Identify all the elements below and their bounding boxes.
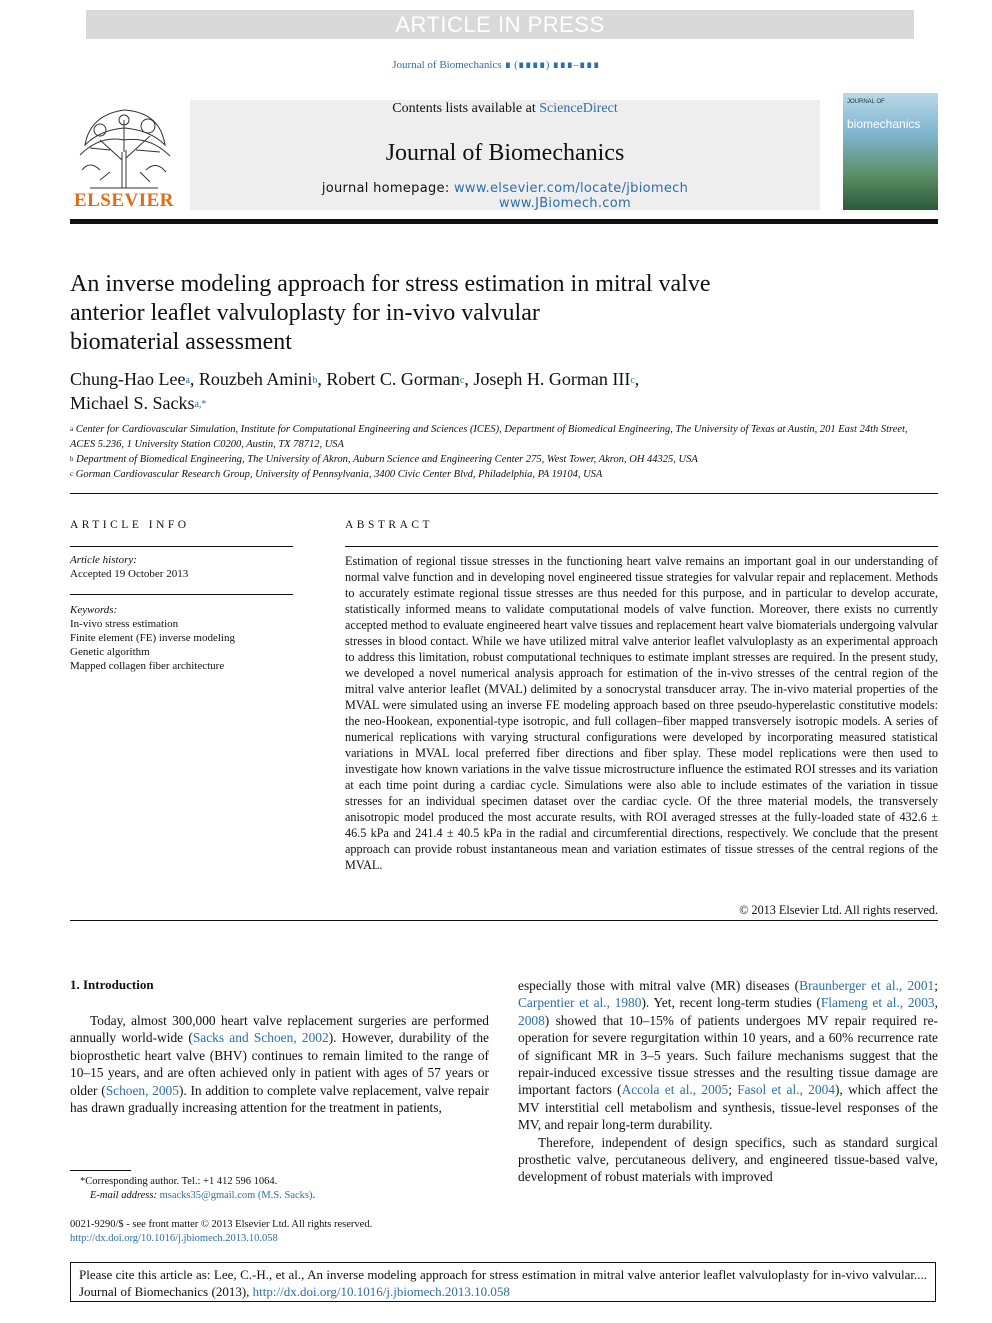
affiliation-mark: a	[70, 425, 74, 433]
intro-paragraph: Therefore, independent of design specifics, such as standard surgical prosthetic valve, percutaneous delivery, and engineered tissue-based valve, development of robust materials with improved	[518, 1134, 938, 1185]
introduction-heading: 1. Introduction	[70, 977, 154, 992]
cover-title: biomechanics	[847, 117, 921, 131]
homepage-url-elsevier[interactable]: www.elsevier.com/locate/jbiomech	[453, 181, 689, 196]
journal-reference[interactable]: Journal of Biomechanics ∎ (∎∎∎∎) ∎∎∎–∎∎∎	[392, 59, 600, 71]
affiliations	[70, 422, 930, 482]
corresponding-text: Corresponding author. Tel.: +1 412 596 1064.	[85, 1176, 278, 1187]
journal-homepage	[190, 181, 820, 211]
author-list	[70, 367, 890, 415]
keyword-item: Finite element (FE) inverse modeling	[70, 632, 235, 644]
citation-box	[70, 1262, 936, 1302]
footnote-divider	[70, 1170, 131, 1171]
email-label: E-mail address:	[90, 1190, 160, 1201]
abstract-copyright: © 2013 Elsevier Ltd. All rights reserved.	[739, 903, 938, 917]
keyword-item: Genetic algorithm	[70, 646, 150, 658]
affiliation-text: Department of Biomedical Engineering, The University of Akron, Auburn Science and Engineering Center 275, West Tower, Akron, OH 44325, USA	[76, 454, 698, 465]
author-affil-mark[interactable]: c	[459, 375, 465, 386]
abstract-bottom-divider	[70, 920, 938, 921]
affiliation-item	[70, 422, 930, 452]
email-note	[80, 1189, 500, 1203]
affiliation-item	[70, 467, 930, 482]
affiliation-item	[70, 452, 930, 467]
body-text: ;	[934, 978, 938, 993]
homepage-label: journal homepage:	[321, 181, 454, 196]
keywords-label: Keywords:	[70, 604, 118, 616]
abstract-divider	[345, 546, 938, 547]
author-affil-mark[interactable]: c	[630, 375, 635, 386]
abstract-heading: ABSTRACT	[345, 519, 434, 531]
body-text: ). However, durability of the bioprosthetic heart valve (BHV) continues to remain limited to the range of 10–15 years, and are often achieved only in patient with ages of 57 years or older (	[70, 1030, 489, 1098]
affiliation-mark: c	[70, 470, 74, 478]
author-name[interactable]: Joseph H. Gorman III	[473, 369, 631, 389]
affiliation-divider	[70, 493, 938, 494]
homepage-url-jbiomech[interactable]: www.JBiomech.com	[499, 196, 631, 211]
body-text: ;	[728, 1082, 738, 1098]
email-end: .	[312, 1190, 316, 1201]
author-name[interactable]: Chung-Hao Lee	[70, 369, 186, 389]
elsevier-wordmark: ELSEVIER	[73, 190, 175, 211]
cover-top-label: JOURNAL OF	[847, 99, 885, 105]
title-line: biomaterial assessment	[70, 329, 292, 355]
citation-text: Please cite this article as: Lee, C.-H., et al., An inverse modeling approach for stress estimation in mitral valve anterior leaflet valvuloplasty for in-vivo valvular.... Journal of Biomechanics (2013),	[79, 1267, 927, 1299]
journal-cover-image[interactable]	[843, 93, 938, 210]
article-history	[70, 553, 293, 581]
body-text: Today, almost 300,000 heart valve replacement surgeries are performed annually world-wide (	[70, 1013, 489, 1046]
citation-link[interactable]: Braunberger et al., 2001	[799, 978, 935, 993]
contents-line	[190, 101, 820, 117]
body-text: ). Yet, recent long-term studies (	[641, 995, 821, 1011]
author-separator: ,	[634, 369, 640, 389]
body-column-right	[518, 977, 938, 1186]
title-line: anterior leaflet valvuloplasty for in-vivo valvular	[70, 300, 540, 326]
header-divider	[70, 219, 938, 224]
history-value: Accepted 19 October 2013	[70, 568, 189, 580]
body-text: especially those with mitral valve (MR) diseases (	[518, 978, 800, 993]
citation-link[interactable]: Schoen, 2005	[105, 1082, 179, 1098]
abstract-text: Estimation of regional tissue stresses in the functioning heart valve remains an important goal in our understanding of normal valve function and in developing novel engineered tissue strategies for valvular repair and replacement. Methods to accurately estimate regional tissue stresses are thus needed for this purpose, and in particular to develop accurate, statistically informed means to validate computational models of valve function. Moreover, there exists no currently accepted method to evaluate engineered heart valve tissues and replacement heart valve biomaterials undergoing valvular stresses in blood contact. While we have utilized mitral valve anterior leaflet valvuloplasty as an experimental approach to address this limitation, robust computational techniques to estimate implant stresses are required. In the present study, we developed a novel numerical analysis approach for estimation of the in-vivo stresses of the central region of the mitral valve anterior leaflet (MVAL) delimited by a sonocrystal transducer array. The in-vivo material properties of the MVAL were simulated using an inverse FE modeling approach based on three pseudo-hyperelastic constitutive models: the neo-Hookean, exponential-type isotropic, and full collagen–fiber mapped transversely isotropic models. A series of numerical replications with varying structural configurations were developed by incorporating measured statistical variations in MVAL local preferred fiber directions and fiber splay. These model replications were then used to investigate how known variations in the valve tissue microstructure influence the estimated ROI stresses and its variation at each time point during a cardiac cycle. Simulations were also able to include estimates of the variation in tissue stresses for an individual specimen dataset over the cardiac cycle. Of the three material models, the transversely anisotropic model produced the most accurate results, with ROI averaged stresses at the fully-loaded state of 432.6 ± 46.5 kPa and 241.4 ± 40.5 kPa in the radial and circumferential directions, respectively. We conclude that the present approach can provide robust instantaneous mean and variation estimates of tissue stresses of the central regions of the MVAL.	[345, 554, 938, 872]
affiliation-text: Center for Cardiovascular Simulation, Institute for Computational Engineering and Sciences (ICES), Department of Biomedical Engineering, The University of Texas at Austin, 201 East 24th Street, ACES 5.236, 1 University Station C0200, Austin, TX 78712, USA	[70, 424, 908, 450]
body-text: ). In addition to complete valve replacement, valve repair has drawn gradually increasing attention for the treatment in patients,	[70, 1082, 489, 1116]
front-matter	[70, 1218, 500, 1246]
citation-doi-link[interactable]: http://dx.doi.org/10.1016/j.jbiomech.2013.10.058	[252, 1283, 510, 1299]
body-text: ), which affect the MV interstitial cell metabolism and synthesis, tissue-level responses of the MV, and repair long-term durability.	[518, 1082, 938, 1133]
author-affil-mark[interactable]: a,*	[194, 399, 207, 410]
affiliation-text: Gorman Cardiovascular Research Group, University of Pennsylvania, 3400 Civic Center Blvd, Philadelphia, PA 19104, USA	[75, 469, 603, 480]
contents-prefix: Contents lists available at	[392, 101, 540, 116]
keywords-divider	[70, 594, 293, 595]
article-info-heading: ARTICLE INFO	[70, 519, 190, 531]
body-text: ,	[934, 995, 938, 1011]
intro-paragraph	[518, 977, 938, 1134]
title-line: An inverse modeling approach for stress estimation in mitral valve	[70, 271, 711, 297]
citation-link[interactable]: Sacks and Schoen, 2002	[192, 1030, 329, 1046]
author-name[interactable]: Rouzbeh Amini	[198, 369, 313, 389]
author-separator: ,	[317, 369, 327, 389]
author-separator: ,	[464, 369, 474, 389]
footnotes	[80, 1175, 500, 1203]
elsevier-tree-icon	[70, 100, 178, 190]
intro-paragraph	[70, 1012, 489, 1116]
citation-link[interactable]: Fasol et al., 2004	[737, 1082, 835, 1098]
journal-name: Journal of Biomechanics	[385, 140, 625, 166]
article-in-press-banner: ARTICLE IN PRESS	[86, 10, 914, 39]
body-text: ) showed that 10–15% of patients undergoes MV repair required re-operation for severe regurgitation within 10 years, and a 60% recurrence rate of significant MR in 3–5 years. Such failure mechanisms suggest that the repair-induced excessive tissue stresses and the resulting tissue damage are important factors (	[518, 1012, 938, 1098]
corresponding-author-note: *Corresponding author. Tel.: +1 412 596 1064.	[80, 1176, 278, 1187]
elsevier-logo[interactable]	[70, 100, 178, 212]
author-name[interactable]: Robert C. Gorman	[326, 369, 460, 389]
citation-link[interactable]: Accola et al., 2005	[621, 1082, 729, 1098]
affiliation-mark: b	[70, 455, 74, 463]
article-title	[70, 270, 870, 357]
author-affil-mark[interactable]: b	[312, 375, 318, 386]
author-affil-mark[interactable]: a	[185, 375, 190, 386]
keyword-item: In-vivo stress estimation	[70, 618, 179, 630]
email-link[interactable]: msacks35@gmail.com (M.S. Sacks)	[159, 1190, 313, 1201]
doi-link[interactable]: http://dx.doi.org/10.1016/j.jbiomech.2013.10.058	[70, 1233, 278, 1244]
citation-link[interactable]: Carpentier et al., 1980	[518, 995, 642, 1011]
history-label: Article history:	[70, 554, 137, 566]
author-name[interactable]: Michael S. Sacks	[70, 393, 195, 413]
article-info-divider	[70, 546, 293, 547]
citation-link[interactable]: Flameng et al., 2003	[820, 995, 935, 1011]
body-column-left	[70, 1012, 489, 1116]
sciencedirect-link[interactable]: ScienceDirect	[539, 101, 618, 116]
keywords-block	[70, 603, 293, 673]
front-matter-text: 0021-9290/$ - see front matter © 2013 Elsevier Ltd. All rights reserved.	[70, 1219, 373, 1230]
keyword-item: Mapped collagen fiber architecture	[70, 660, 225, 672]
author-separator: ,	[189, 369, 199, 389]
citation-link[interactable]: 2008	[518, 1012, 545, 1028]
